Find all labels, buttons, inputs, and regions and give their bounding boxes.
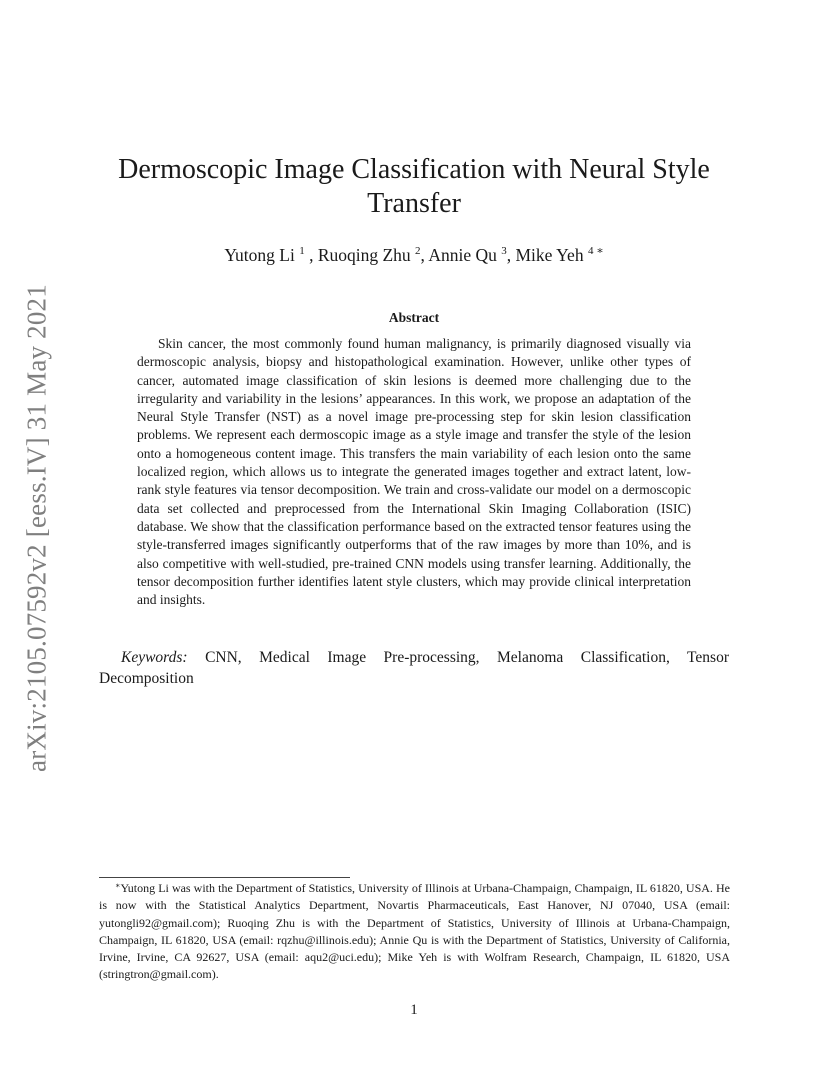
author-name: Annie Qu xyxy=(428,245,497,265)
abstract-text: Skin cancer, the most commonly found human malignancy, is primarily diagnosed visually via dermoscopic analysis, biopsy and histopathological examination. However, unlike other types of cancer, automated image classification of skin lesions is deemed more challenging due to the irregularity and variability in the lesions’ appearances. In this work, we propose an adaptation of the Neural Style Transfer (NST) as a novel image pre-processing step for skin lesion classification problems. We represent each dermoscopic image as a style image and transfer the style of the lesion onto a homogeneous content image. This transfers the main variability of each lesion onto the same localized region, which allows us to integrate the generated images together and extract latent, low-rank style features via tensor decomposition. We train and cross-validate our model on a dermoscopic data set collected and preprocessed from the International Skin Imaging Collaboration (ISIC) database. We show that the classification performance based on the extracted tensor features using the style-transferred images significantly outperforms that of the raw images by more than 10%, and is also competitive with well-studied, pre-trained CNN models using transfer learning. Additionally, the tensor decomposition further identifies latent style clusters, which may provide clinical interpretation and insights. xyxy=(137,336,691,608)
author-affiliation-mark: 2 xyxy=(415,245,421,257)
paper-title: Dermoscopic Image Classification with Neural Style Transfer xyxy=(118,154,710,219)
author-affiliation-mark: 4 ∗ xyxy=(587,245,604,257)
footnote-mark: ∗ xyxy=(115,881,121,890)
keywords-text: CNN, Medical Image Pre-processing, Melanoma Classification, Tensor Decomposition xyxy=(99,649,729,687)
author-affiliation-mark: 1 xyxy=(299,245,305,257)
author-name: Yutong Li xyxy=(224,245,295,265)
keywords-line xyxy=(99,647,729,689)
page-number: 1 xyxy=(410,1002,418,1018)
footnote-divider xyxy=(99,877,350,878)
author-name: Ruoqing Zhu xyxy=(317,245,411,265)
footnote-text: Yutong Li was with the Department of Statistics, University of Illinois at Urbana-Champaign, Champaign, IL 61820, USA. He is now with the Statistical Analytics Department, Novartis Pharmaceuticals, East Hanover, NJ 07040, USA (email: yutongli92@gmail.com); Ruoqing Zhu is with the Department of Statistics, University of Illinois at Urbana-Champaign, Champaign, IL 61820, USA (email: rqzhu@illinois.edu); Annie Qu is with the Department of Statistics, University of California, Irvine, Irvine, CA 92627, USA (email: aqu2@uci.edu); Mike Yeh is with Wolfram Research, Champaign, IL 61820, USA (stringtron@gmail.com). xyxy=(99,881,730,982)
keywords-label: Keywords: xyxy=(121,649,188,666)
abstract-heading: Abstract xyxy=(388,310,440,325)
footnote xyxy=(99,880,730,984)
author-affiliation-mark: 3 xyxy=(501,245,507,257)
author-list: Yutong Li $^1$ , Ruoqing Zhu $^2$, Annie Qu $^3$, Mike Yeh $^{4 ∗}$ xyxy=(224,245,604,265)
author-name: Mike Yeh xyxy=(515,245,584,265)
arxiv-identifier-stamp: arXiv:2105.07592v2 [eess.IV] 31 May 2021 xyxy=(21,284,52,772)
